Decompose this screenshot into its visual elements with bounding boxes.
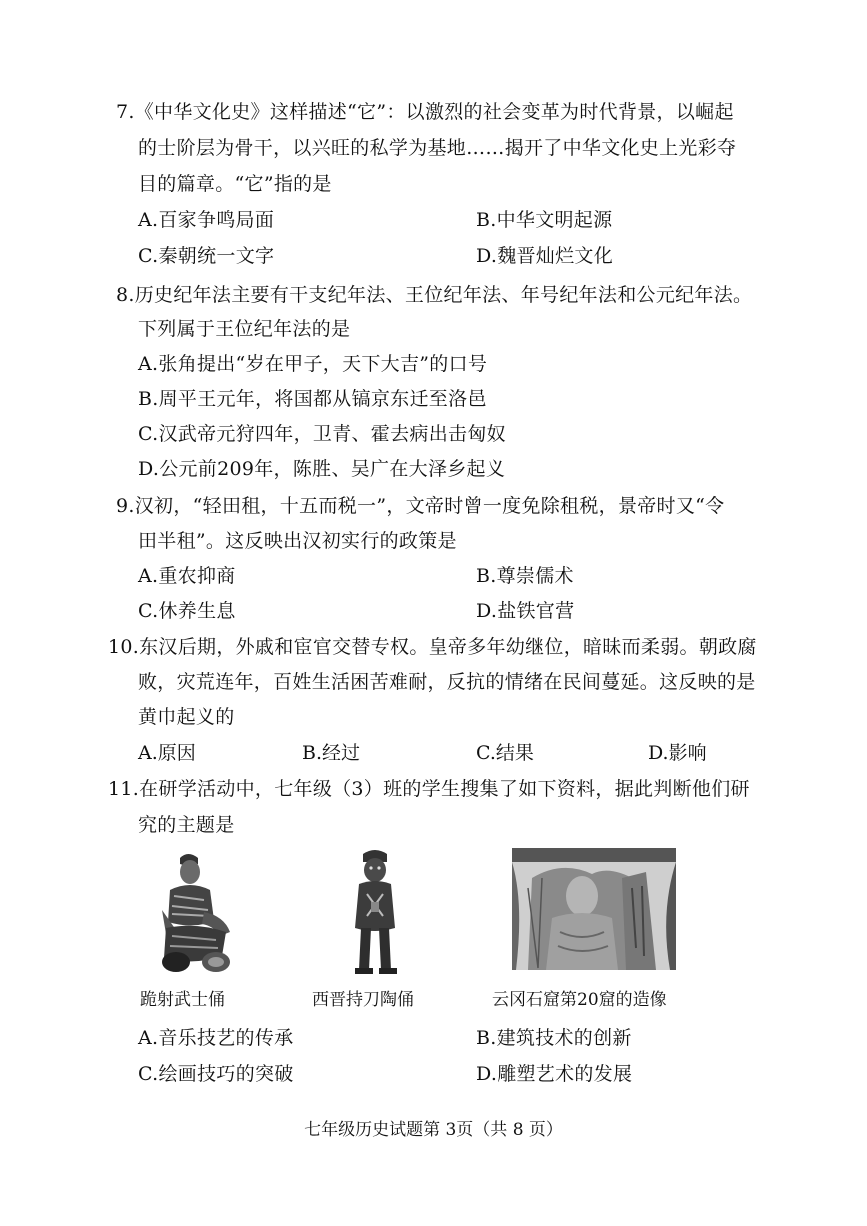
q7-line-1: 7.《中华文化史》这样描述“它”：以激烈的社会变革为时代背景，以崛起	[116, 101, 734, 123]
q10-option-d: D.影响	[648, 742, 707, 764]
q9-option-b: B.尊崇儒术	[476, 565, 574, 587]
q9-line-1: 9.汉初，“轻田租，十五而税一”，文帝时曾一度免除租税，景帝时又“令	[116, 495, 725, 517]
q7-line-3: 目的篇章。“它”指的是	[138, 173, 332, 195]
q11-option-a: A.音乐技艺的传承	[138, 1027, 294, 1049]
q9-option-d: D.盐铁官营	[476, 600, 575, 622]
q8-option-d: D.公元前209年，陈胜、吴广在大泽乡起义	[138, 458, 506, 480]
q7-option-c: C.秦朝统一文字	[138, 245, 275, 267]
jin-pottery-figure	[345, 848, 405, 978]
q7-option-a: A.百家争鸣局面	[138, 209, 275, 231]
q8-option-b: B.周平王元年，将国都从镐京东迁至洛邑	[138, 388, 487, 410]
q11-option-c: C.绘画技巧的突破	[138, 1063, 294, 1085]
caption-kneeling-archer: 跪射武士俑	[140, 990, 225, 1010]
q10-option-c: C.结果	[476, 742, 534, 764]
q7-line-2: 的士阶层为骨干，以兴旺的私学为基地……揭开了中华文化史上光彩夺	[138, 137, 737, 159]
caption-jin-pottery: 西晋持刀陶俑	[312, 990, 414, 1010]
q7-option-d: D.魏晋灿烂文化	[476, 245, 613, 267]
q7-option-b: B.中华文明起源	[476, 209, 613, 231]
q10-option-b: B.经过	[302, 742, 361, 764]
q8-line-2: 下列属于王位纪年法的是	[138, 318, 351, 340]
q10-line-1: 10.东汉后期，外戚和宦官交替专权。皇帝多年幼继位，暗昧而柔弱。朝政腐	[108, 636, 757, 658]
q8-option-a: A.张角提出“岁在甲子，天下大吉”的口号	[138, 353, 488, 375]
q9-option-a: A.重农抑商	[138, 565, 236, 587]
q9-option-c: C.休养生息	[138, 600, 236, 622]
caption-yungang-grotto: 云冈石窟第20窟的造像	[492, 990, 667, 1010]
q11-line-1: 11.在研学活动中，七年级（3）班的学生搜集了如下资料，据此判断他们研	[108, 778, 750, 800]
q9-line-2: 田半租”。这反映出汉初实行的政策是	[138, 530, 457, 552]
q11-option-b: B.建筑技术的创新	[476, 1027, 632, 1049]
page-footer: 七年级历史试题第 3页（共 8 页）	[304, 1120, 563, 1140]
q10-line-2: 败，灾荒连年，百姓生活困苦难耐，反抗的情绪在民间蔓延。这反映的是	[138, 671, 756, 693]
q10-line-3: 黄巾起义的	[138, 706, 235, 728]
q11-line-2: 究的主题是	[138, 814, 235, 836]
q8-line-1: 8.历史纪年法主要有干支纪年法、王位纪年法、年号纪年法和公元纪年法。	[116, 284, 753, 306]
q10-option-a: A.原因	[138, 742, 196, 764]
q8-option-c: C.汉武帝元狩四年，卫青、霍去病出击匈奴	[138, 423, 506, 445]
kneeling-archer-figure	[152, 850, 242, 978]
q11-option-d: D.雕塑艺术的发展	[476, 1063, 633, 1085]
yungang-grotto-figure	[512, 848, 676, 970]
